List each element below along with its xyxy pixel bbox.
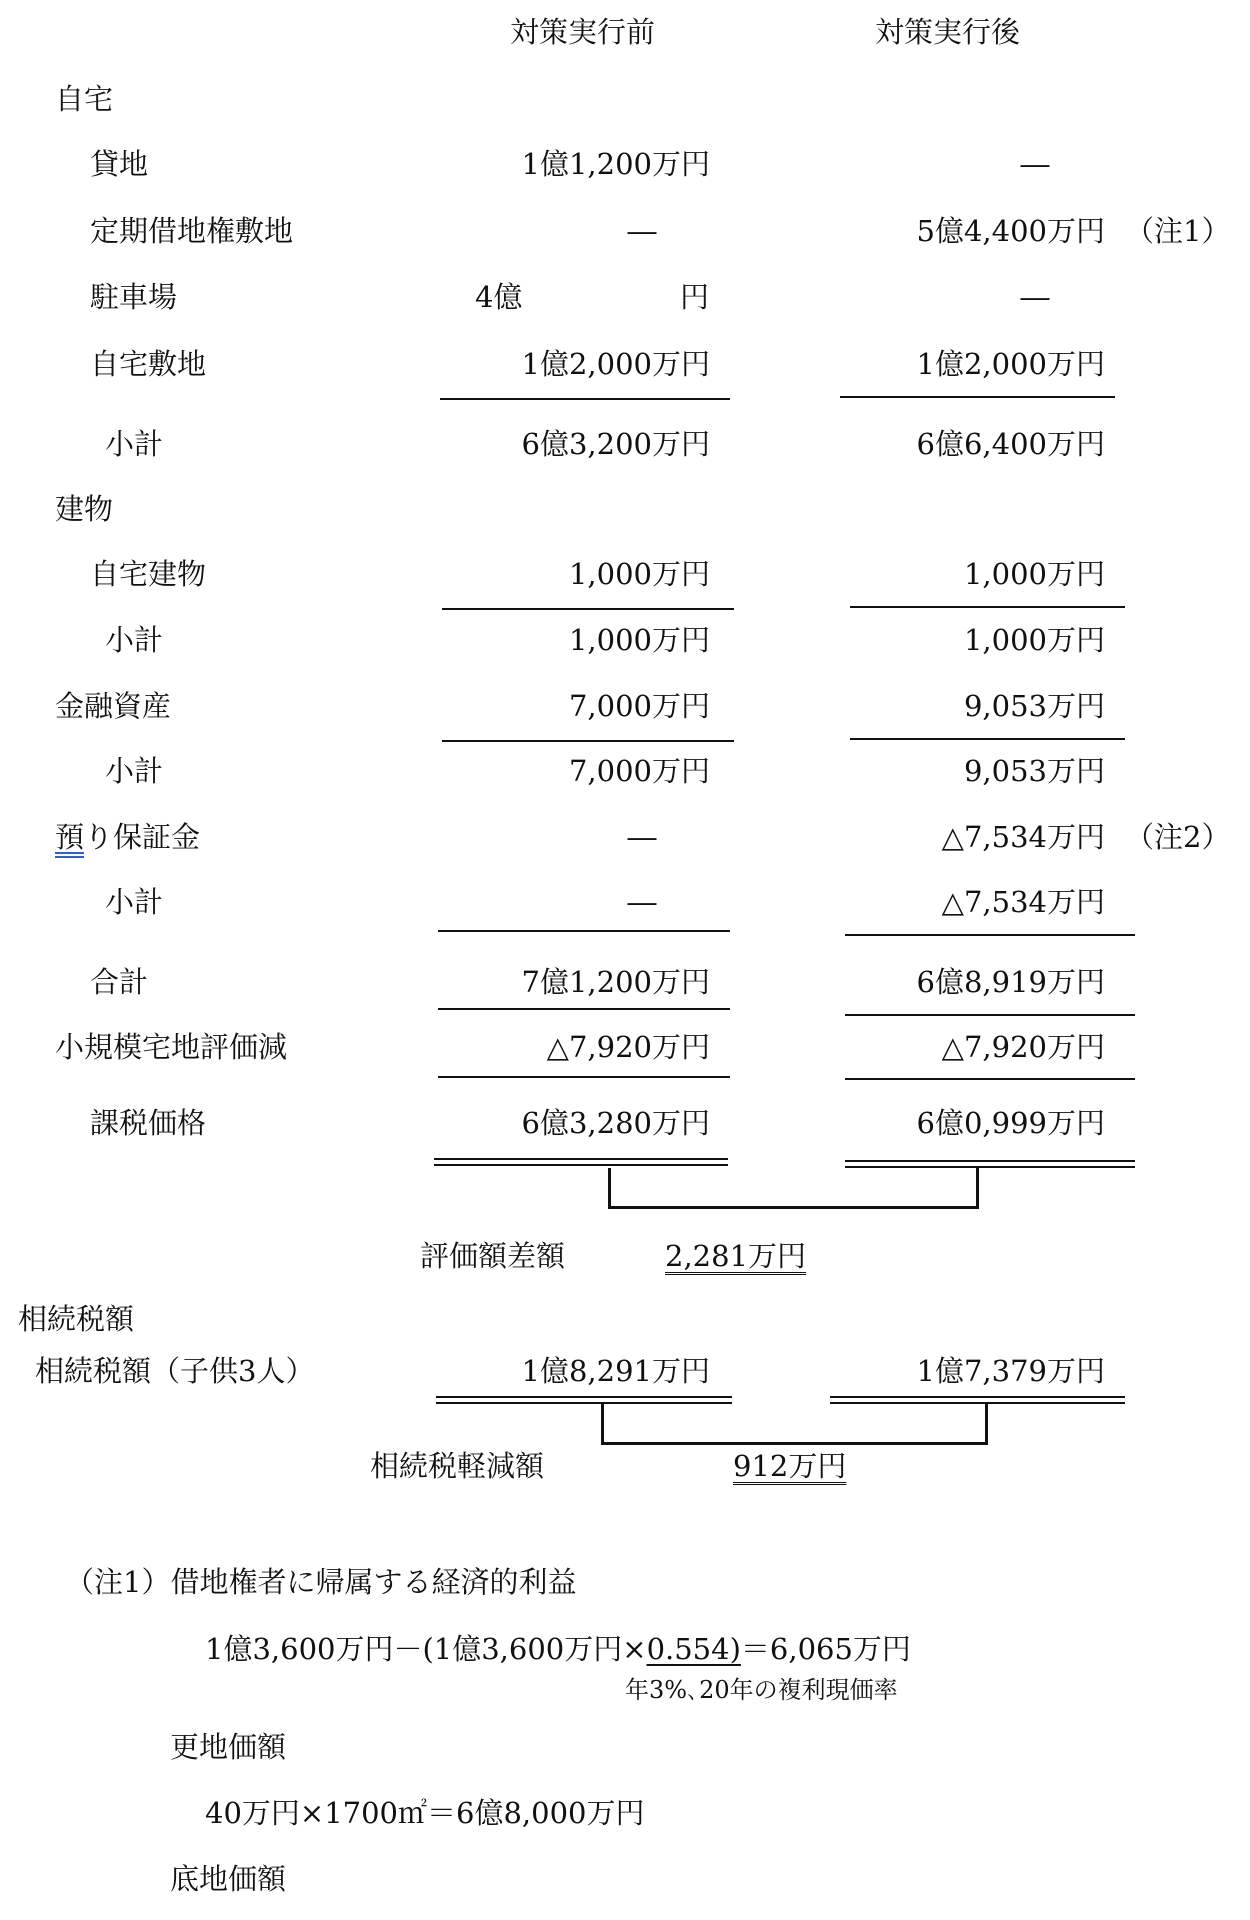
tax-reduction-value: 912万円: [733, 1449, 847, 1483]
value-before-land-subtotal: 6億3,200万円: [521, 427, 710, 461]
value-before-parking-unit: 円: [680, 280, 710, 314]
value-before-financial-assets: 7,000万円: [568, 689, 710, 723]
row-label-small-land-reduction: 小規模宅地評価減: [55, 1030, 288, 1064]
value-before-parking-main: 4億: [475, 280, 523, 314]
value-after-deposit-subtotal: △7,534万円: [941, 885, 1105, 919]
value-before-home-building: 1,000万円: [568, 557, 710, 591]
row-label-land-subtotal: 小計: [105, 427, 164, 461]
value-after-financial-assets: 9,053万円: [963, 689, 1105, 723]
row-label-taxable-value: 課税価格: [90, 1106, 207, 1140]
rule: [438, 1008, 730, 1010]
value-before-building-subtotal: 1,000万円: [568, 623, 710, 657]
row-label-home-site: 自宅敷地: [90, 347, 207, 381]
bracket-right: [985, 1404, 988, 1444]
column-header-after: 対策実行後: [875, 15, 1021, 49]
value-after-financial-subtotal: 9,053万円: [963, 754, 1105, 788]
note-1-title: （注1）借地権者に帰属する経済的利益: [65, 1565, 577, 1599]
value-before-total: 7億1,200万円: [521, 965, 710, 999]
rule: [442, 740, 734, 742]
row-label-deposit-first-char: 預: [55, 820, 85, 854]
value-after-deposit: △7,534万円: [941, 820, 1105, 854]
row-label-inheritance-tax: 相続税額（子供3人）: [35, 1354, 315, 1388]
value-before-inheritance-tax: 1億8,291万円: [521, 1354, 710, 1388]
sokochi-heading: 底地価額: [170, 1862, 287, 1896]
value-after-home-building: 1,000万円: [963, 557, 1105, 591]
value-before-fixed-term-land: ―: [627, 214, 657, 248]
value-after-leased-land: ―: [1020, 147, 1050, 181]
section-heading-building: 建物: [55, 492, 114, 526]
note-1-formula-a: 1億3,600万円－(1億3,600万円×: [205, 1632, 647, 1666]
value-after-small-land-reduction: △7,920万円: [941, 1030, 1105, 1064]
note-1-formula-rate: 0.554): [646, 1632, 741, 1666]
value-after-building-subtotal: 1,000万円: [963, 623, 1105, 657]
bracket-left: [601, 1404, 604, 1444]
section-heading-inheritance-tax: 相続税額: [18, 1302, 135, 1336]
value-before-financial-subtotal: 7,000万円: [568, 754, 710, 788]
double-rule: [845, 1160, 1135, 1168]
value-before-taxable-value: 6億3,280万円: [521, 1106, 710, 1140]
sarachi-formula: 40万円×1700㎡＝6億8,000万円: [205, 1796, 645, 1830]
value-after-land-subtotal: 6億6,400万円: [916, 427, 1105, 461]
value-before-deposit-subtotal: ―: [627, 885, 657, 919]
bracket-bottom: [601, 1442, 988, 1445]
double-rule: [436, 1396, 732, 1404]
row-label-deposit-subtotal: 小計: [105, 885, 164, 919]
note-1-caption: 年3%､20年の複利現価率: [625, 1676, 898, 1704]
bracket-right: [976, 1168, 979, 1208]
row-label-deposit: [55, 820, 201, 854]
rule: [845, 934, 1135, 936]
rule: [438, 930, 730, 932]
bracket-left: [608, 1168, 611, 1208]
rule: [840, 396, 1115, 398]
row-label-building-subtotal: 小計: [105, 623, 164, 657]
value-before-home-site: 1億2,000万円: [521, 347, 710, 381]
note-1-formula-b: ＝6,065万円: [740, 1632, 911, 1666]
rule: [845, 1078, 1135, 1080]
value-after-taxable-value: 6億0,999万円: [916, 1106, 1105, 1140]
note-1-formula: [205, 1632, 911, 1666]
value-before-leased-land: 1億1,200万円: [521, 147, 710, 181]
value-after-home-site: 1億2,000万円: [916, 347, 1105, 381]
row-label-deposit-rest: り保証金: [84, 820, 201, 854]
row-label-financial-subtotal: 小計: [105, 754, 164, 788]
rule: [440, 398, 730, 400]
value-after-inheritance-tax: 1億7,379万円: [916, 1354, 1105, 1388]
row-label-fixed-term-land: 定期借地権敷地: [90, 214, 294, 248]
column-header-before: 対策実行前: [510, 15, 656, 49]
double-rule: [830, 1396, 1125, 1404]
value-after-fixed-term-land: 5億4,400万円: [916, 214, 1105, 248]
row-label-total: 合計: [90, 965, 149, 999]
valuation-diff-value: 2,281万円: [665, 1239, 807, 1273]
row-label-leased-land: 貸地: [90, 147, 149, 181]
note-ref-1: （注1）: [1125, 214, 1231, 248]
note-ref-2: （注2）: [1125, 820, 1231, 854]
value-before-small-land-reduction: △7,920万円: [546, 1030, 710, 1064]
tax-reduction-label: 相続税軽減額: [370, 1449, 545, 1483]
rule: [845, 1014, 1135, 1016]
rule: [850, 606, 1125, 608]
row-label-parking: 駐車場: [90, 280, 178, 314]
value-before-deposit: ―: [627, 820, 657, 854]
sarachi-heading: 更地価額: [170, 1730, 287, 1764]
rule: [438, 1076, 730, 1078]
rule: [850, 738, 1125, 740]
row-label-financial-assets: 金融資産: [55, 689, 172, 723]
bracket-bottom: [608, 1206, 979, 1209]
value-after-total: 6億8,919万円: [916, 965, 1105, 999]
row-label-home-building: 自宅建物: [90, 557, 207, 591]
value-after-parking: ―: [1020, 280, 1050, 314]
rule: [442, 608, 734, 610]
section-heading-home: 自宅: [55, 82, 114, 116]
double-rule: [434, 1158, 728, 1166]
valuation-diff-label: 評価額差額: [420, 1239, 566, 1273]
